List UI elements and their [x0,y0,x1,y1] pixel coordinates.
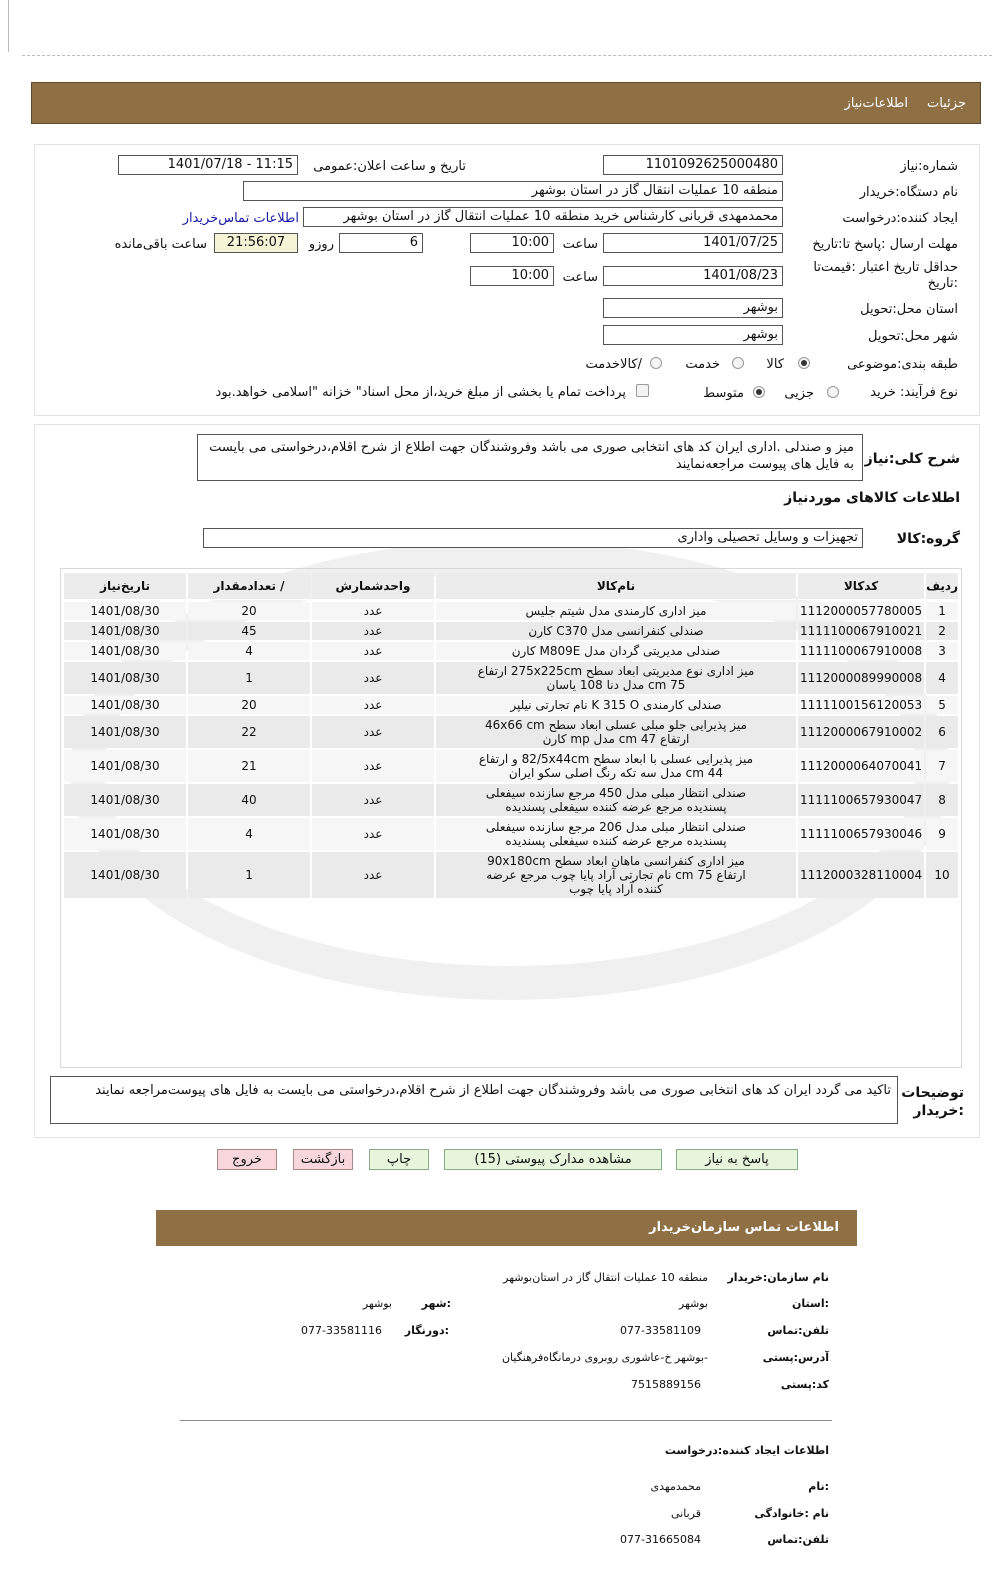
creator-name-label: :نام [808,1480,829,1493]
table-row [64,852,958,898]
item-unit: عدد [312,602,434,620]
item-date: 1401/08/30 [64,750,186,782]
deadline-date-field: 1401/07/25 [603,233,783,253]
item-qty: 1 [188,852,310,898]
process-partial-radio[interactable] [827,386,839,398]
buyer-contact-header [156,1210,857,1246]
row-number: 6 [926,716,958,748]
goods-table [62,571,960,900]
creator-family-value: قربانی [671,1507,701,1520]
item-qty: 4 [188,642,310,660]
contact-city-label: :شهر [421,1297,451,1310]
deadline-label: مهلت ارسال :پاسخ تا:تاریخ [812,237,958,252]
item-date: 1401/08/30 [64,852,186,898]
row-number: 9 [926,818,958,850]
announce-date-field: 1401/07/18 - 11:15 [118,155,298,175]
remaining-time-field: 21:56:07 [214,233,298,253]
item-date: 1401/08/30 [64,642,186,660]
creator-info-title: اطلاعات ایجاد کننده:درخواست [664,1444,829,1457]
item-name: میز اداری کارمندی مدل شیتم جلیس [436,602,796,620]
item-code: 1112000064070041 [798,750,924,782]
item-name: میز اداری کنفرانسی ماهان ابعاد سطح 90x180cm ارتفاع 75 cm نام تجارتی آراد پایا چوب مرجع عرضه کننده آراد پایا چوب [436,852,796,898]
item-name: میز اداری نوع مدیریتی ابعاد سطح 275x225cm ارتفاع 75 cm مدل دنا 108 یاسان [436,662,796,694]
item-unit: عدد [312,818,434,850]
row-number: 5 [926,696,958,714]
category-service-label: خدمت [685,357,720,372]
item-code: 1112000067910002 [798,716,924,748]
item-qty: 1 [188,662,310,694]
table-row [64,662,958,694]
buyer-contact-link[interactable]: اطلاعات تماس‌خریدار [182,211,299,226]
province-label: استان محل:تحویل [860,302,958,317]
deadline-time-label: ساعت [562,237,598,252]
exit-button[interactable]: خروج [217,1149,277,1170]
back-button[interactable]: بازگشت [293,1149,353,1170]
treasury-payment-label: پرداخت تمام یا بخشی از مبلغ خرید،از محل اسناد" خزانه "اسلامی خواهد.بود [215,385,626,400]
page-left-rule [8,0,9,52]
item-qty: 40 [188,784,310,816]
item-date: 1401/08/30 [64,716,186,748]
row-number: 3 [926,642,958,660]
item-code: 1112000089990008 [798,662,924,694]
item-name: صندلی مدیریتی گردان مدل M809E کارن [436,642,796,660]
item-date: 1401/08/30 [64,602,186,620]
category-service-radio[interactable] [732,357,744,369]
goods-info-title: اطلاعات کالاهای موردنیاز [784,490,960,506]
item-code: 1111100067910008 [799,644,923,658]
need-number-field: 1101092625000480 [603,155,783,175]
col-row: ردیف [926,573,958,600]
creator-name-value: محمدمهدی [650,1480,701,1493]
summary-text-box: میز و صندلی .اداری ایران کد های انتخابی صوری می باشد وفروشندگان جهت اطلاع از شرح اقلام،درخواستی می بایست به فایل های پیوست مراجعه‌نمایند [197,434,863,481]
item-name: صندلی کنفرانسی مدل C370 کارن [436,622,796,640]
col-unit: واحدشمارش [312,573,434,600]
contact-province-label: :استان [792,1297,829,1310]
province-field: بوشهر [603,298,783,318]
item-unit: عدد [312,642,434,660]
item-date: 1401/08/30 [64,784,186,816]
process-medium-radio[interactable] [753,386,765,398]
col-qty: / تعدادمقدار [188,573,310,600]
creator-family-label: نام :خانوادگی [754,1507,829,1520]
buyer-org-label: نام دستگاه:خریدار [859,185,958,200]
item-qty: 4 [188,818,310,850]
item-unit: عدد [312,750,434,782]
remaining-time-label: ساعت باقی‌مانده [114,237,207,252]
validity-time-field: 10:00 [470,266,554,286]
buyer-org-field: منطقه 10 عملیات انتقال گاز در استان بوشهر [243,181,783,201]
table-row [64,818,958,850]
item-date: 1401/08/30 [64,662,186,694]
table-row [64,784,958,816]
validity-time-label: ساعت [562,270,598,285]
deadline-time-field: 10:00 [470,233,554,253]
col-name: نام‌کالا [436,573,796,600]
contact-phone-value: 077-33581109 [620,1324,701,1337]
summary-label: شرح کلی:نیاز [864,451,960,467]
buyer-notes-label: توضیحات :خریدار [901,1085,964,1119]
contact-fax-value: 077-33581116 [301,1324,382,1337]
goods-group-label: گروه:کالا [896,531,960,547]
creator-phone-label: تلفن:تماس [767,1533,829,1546]
table-row [64,622,958,640]
item-unit: عدد [312,716,434,748]
item-name: میز پذیرایی جلو مبلی عسلی ابعاد سطح 46x66 cm ارتفاع 47 cm مدل mp کارن [436,716,796,748]
item-code: 1111100657930047 [798,784,924,816]
item-code: 1111100657930046 [798,818,924,850]
buyer-contact-title: اطلاعات تماس سازمان‌خریدار [649,1220,839,1235]
item-qty: 45 [188,622,310,640]
item-qty: 20 [188,602,310,620]
row-number: 1 [926,602,958,620]
item-qty: 21 [188,750,310,782]
process-type-label: نوع فرآیند: خرید [870,385,958,400]
contact-separator [180,1420,832,1421]
item-qty: 20 [188,696,310,714]
row-number: 8 [926,784,958,816]
process-partial-label: جزیی [784,386,814,401]
item-code: 1112000328110004 [798,852,924,898]
item-name: میز پذیرایی عسلی با ابعاد سطح 82/5x44cm و ارتفاع 44 cm مدل سه تکه رنگ اصلی سکو ایران [436,750,796,782]
contact-fax-label: :دورنگار [404,1324,449,1337]
item-date: 1401/08/30 [64,622,186,640]
page-top-divider [22,55,992,56]
col-code: کدکالا [798,573,924,600]
item-name: صندلی انتظار مبلی مدل 206 مرجع سازنده سیفعلی پسندیده مرجع عرضه کننده سیفعلی پسندیده [436,818,796,850]
contact-province-value: بوشهر [678,1297,708,1310]
item-date: 1401/08/30 [64,818,186,850]
validity-date-field: 1401/08/23 [603,266,783,286]
goods-table-header [64,573,958,600]
item-name: صندلی کارمندی K 315 O نام تجارتی نیلپر [436,696,796,714]
treasury-payment-checkbox[interactable] [636,384,649,397]
page-header-bar [31,82,981,124]
item-unit: عدد [312,622,434,640]
contact-org-value: منطقه 10 عملیات انتقال گاز در استان‌بوشهر [503,1271,708,1284]
tab-details[interactable]: جزئیات [927,96,966,111]
category-goods-radio[interactable] [798,357,810,369]
row-number: 7 [926,750,958,782]
contact-phone-label: تلفن:تماس [767,1324,829,1337]
process-medium-label: متوسط [703,386,744,401]
announce-date-label: تاریخ و ساعت اعلان:عمومی [313,159,466,174]
buyer-notes-box: تاکید می گردد ایران کد های انتخابی صوری می باشد وفروشندگان جهت اطلاع از شرح اقلام،درخواستی می بایست به فایل های پیوست‌مراجعه نمایند [50,1076,898,1124]
item-unit: عدد [312,852,434,898]
category-both-label: /کالاخدمت [585,357,642,372]
days-label: روزو [308,237,334,252]
print-button[interactable]: چاپ [369,1149,429,1170]
category-label: طبقه بندی:موضوعی [847,357,958,372]
item-code: 1111100156120053 [799,698,923,712]
category-goods-label: کالا [766,357,784,372]
category-both-radio[interactable] [650,357,662,369]
contact-org-label: نام سازمان:خریدار [727,1271,829,1284]
table-row [64,750,958,782]
item-code: 1111100067910021 [799,624,923,638]
contact-address-label: آدرس:پستی [762,1351,829,1364]
item-unit: عدد [312,662,434,694]
item-qty: 22 [188,716,310,748]
item-code: 1112000057780005 [799,604,923,618]
need-number-label: شماره:نیاز [900,159,958,174]
item-date: 1401/08/30 [64,696,186,714]
table-row [64,602,958,620]
item-unit: عدد [312,696,434,714]
city-field: بوشهر [603,325,783,345]
item-unit: عدد [312,784,434,816]
table-row [64,716,958,748]
item-name: صندلی انتظار مبلی مدل 450 مرجع سازنده سیفعلی پسندیده مرجع عرضه کننده سیفعلی پسندیده [436,784,796,816]
creator-phone-value: 077-31665084 [620,1533,701,1546]
row-number: 2 [926,622,958,640]
creator-field: محمدمهدی قربانی کارشناس خرید منطقه 10 عملیات انتقال گاز در استان بوشهر [303,207,783,227]
price-validity-label: حداقل تاریخ اعتبار :قیمت‌تا :تاریخ [813,260,958,291]
city-label: شهر محل:تحویل [868,329,958,344]
contact-address-value: -بوشهر خ-عاشوری روبروی درمانگاه‌فرهنگیان [501,1351,708,1364]
table-row [64,642,958,660]
table-row [64,696,958,714]
contact-city-value: بوشهر [362,1297,392,1310]
reply-button[interactable]: پاسخ به نیاز [676,1149,798,1170]
contact-postal-value: 7515889156 [631,1378,701,1391]
creator-label: ایجاد کننده:درخواست [842,211,958,226]
col-date: تاریخ‌نیاز [64,573,186,600]
row-number: 10 [926,852,958,898]
tab-need-info[interactable]: اطلاعات‌نیاز [844,96,908,111]
days-remaining-field: 6 [339,233,423,253]
row-number: 4 [926,662,958,694]
contact-postal-label: کد:پستی [780,1378,829,1391]
goods-group-field: تجهیزات و وسایل تحصیلی واداری [203,528,863,548]
view-documents-button[interactable]: مشاهده مدارک پیوستی (15) [444,1149,662,1170]
